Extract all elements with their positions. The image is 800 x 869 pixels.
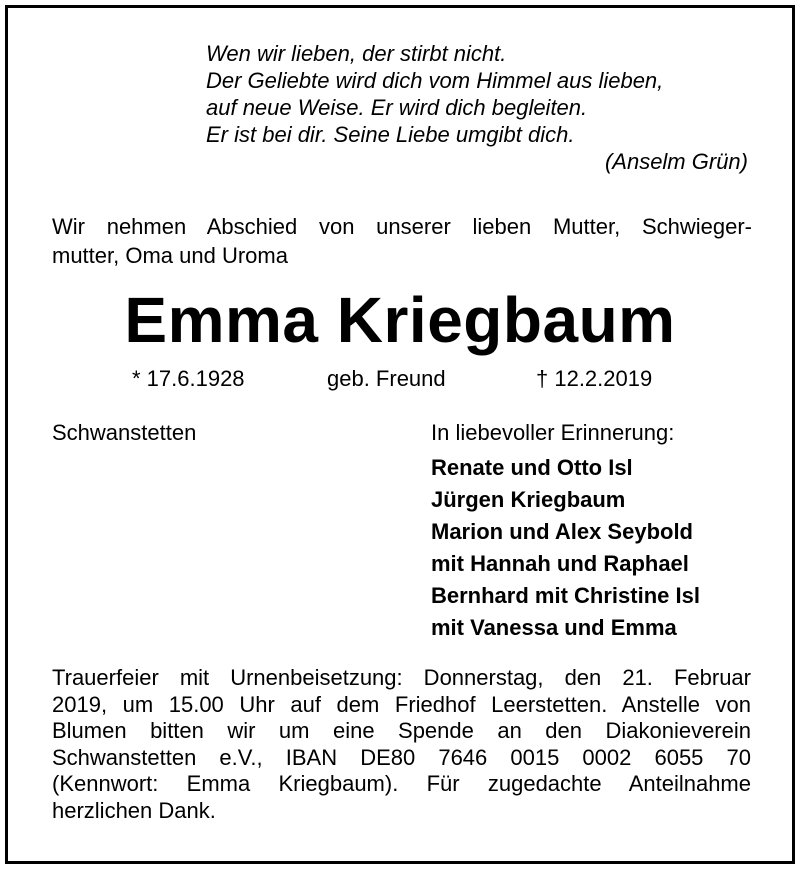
intro-line: Wir nehmen Abschied von unserer lieben Mutter, Schwieger-: [52, 214, 752, 239]
notice-line: Blumen bitten wir um eine Spende an den Diakonieverein: [52, 718, 751, 743]
quote-line: auf neue Weise. Er wird dich begleiten.: [206, 95, 588, 120]
intro-line: mutter, Oma und Uroma: [52, 243, 288, 268]
place-name: Schwanstetten: [52, 420, 197, 445]
family-member: mit Vanessa und Emma: [431, 615, 677, 640]
deceased-name: Emma Kriegbaum: [124, 284, 676, 356]
funeral-notice: [52, 665, 751, 824]
family-member: Bernhard mit Christine Isl: [431, 583, 700, 608]
quote-line: Der Geliebte wird dich vom Himmel aus lieben,: [206, 68, 664, 93]
family-member: Marion und Alex Seybold: [431, 519, 693, 544]
family-member: Jürgen Kriegbaum: [431, 487, 626, 512]
death-date: † 12.2.2019: [536, 366, 653, 391]
notice-line: herzlichen Dank.: [52, 797, 216, 823]
memory-label: In liebevoller Erinnerung:: [431, 420, 675, 445]
birth-date: * 17.6.1928: [132, 366, 245, 391]
quote-line: Wen wir lieben, der stirbt nicht.: [206, 41, 507, 66]
quote-author: (Anselm Grün): [604, 149, 748, 174]
notice-line: Schwanstetten e.V., IBAN DE80 7646 0015 0002 6055 70: [52, 744, 751, 770]
quote-line: Er ist bei dir. Seine Liebe umgibt dich.: [206, 122, 575, 147]
maiden-name: geb. Freund: [327, 366, 446, 391]
notice-line: (Kennwort: Emma Kriegbaum). Für zugedachte Anteilnahme: [52, 771, 751, 796]
intro-text: [52, 212, 752, 270]
quote-block: [206, 40, 748, 175]
family-member: mit Hannah und Raphael: [431, 551, 689, 576]
family-member: Renate und Otto Isl: [431, 455, 633, 480]
family-list: [431, 452, 700, 644]
notice-line: Trauerfeier mit Urnenbeisetzung: Donnerstag, den 21. Februar: [52, 665, 751, 690]
notice-line: 2019, um 15.00 Uhr auf dem Friedhof Leerstetten. Anstelle von: [52, 691, 751, 717]
